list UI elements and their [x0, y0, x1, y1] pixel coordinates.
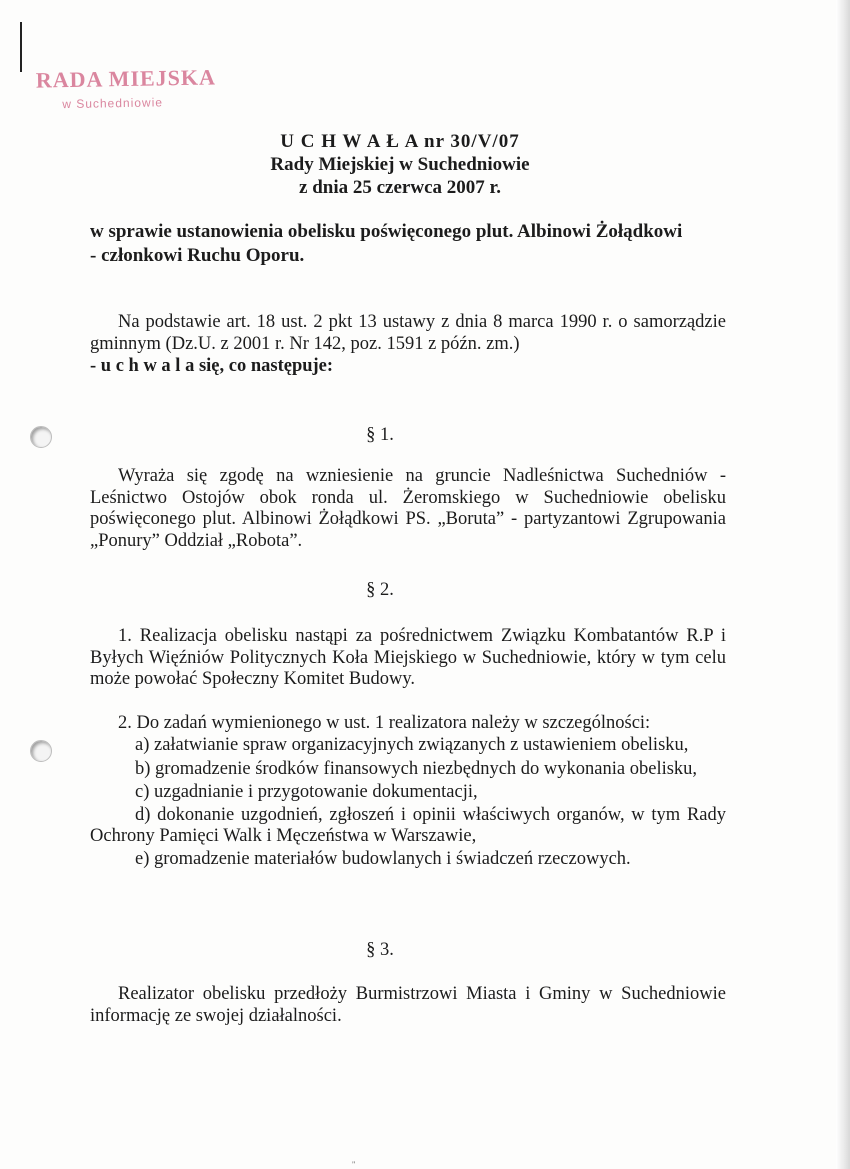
scan-margin-line [20, 22, 22, 72]
preamble-resolves: - u c h w a l a się, co następuje: [90, 356, 334, 376]
section-2-task-list [90, 735, 726, 870]
list-item: a) załatwianie spraw organizacyjnych związanych z ustawieniem obelisku, [135, 735, 689, 755]
resolution-subject [90, 220, 740, 268]
page-edge-shadow [836, 0, 850, 1169]
list-item: d) dokonanie uzgodnień, zgłoszeń i opinii właściwych organów, w tym Rady Ochrony Pamięci Walk i Męczeństwa w Warszawie, [90, 804, 726, 846]
list-item: b) gromadzenie środków finansowych niezbędnych do wykonania obelisku, [135, 758, 698, 779]
list-item: c) uzgadnianie i przygotowanie dokumentacji, [135, 782, 478, 802]
section-2-point-1: 1. Realizacja obelisku nastąpi za pośrednictwem Związku Kombatantów R.P i Byłych Więźniów Politycznych Koła Miejskiego w Suchedniowie, który w tym celu może powołać Społeczny Komitet Budowy. [90, 626, 726, 689]
subject-line1: w sprawie ustanowienia obelisku poświęconego plut. Albinowi Żołądkowi [90, 221, 683, 242]
stamp-line2: w Suchedniowie [62, 95, 164, 112]
resolution-issuer: Rady Miejskiej w Suchedniowie [270, 154, 530, 175]
section-2-heading: § 2. [366, 580, 394, 600]
subject-line2: - członkowi Ruchu Oporu. [90, 245, 305, 266]
resolution-date: z dnia 25 czerwca 2007 r. [299, 177, 501, 198]
resolution-title: U C H W A Ł A nr 30/V/07 [280, 131, 520, 152]
punch-hole-icon [30, 740, 52, 762]
section-1-text: Wyraża się zgodę na wzniesienie na gruncie Nadleśnictwa Suchedniów - Leśnictwo Ostojów obok ronda ul. Żeromskiego w Suchedniowie obelisku poświęconego plut. Albinowi Żołądkowi PS. „Boruta” - partyzantowi Zgrupowania „Ponury” Oddział „Robota”. [90, 466, 726, 551]
council-stamp [36, 64, 217, 111]
section-3-heading: § 3. [366, 940, 394, 960]
section-2-point-2-intro: 2. Do zadań wymienionego w ust. 1 realizatora należy w szczególności: [118, 713, 651, 733]
preamble-text: Na podstawie art. 18 ust. 2 pkt 13 ustawy z dnia 8 marca 1990 r. o samorządzie gminnym (Dz.U. z 2001 r. Nr 142, poz. 1591 z późn. zm.) [90, 312, 726, 354]
preamble [90, 312, 726, 355]
stamp-line1: RADA MIEJSKA [35, 64, 217, 93]
list-item: e) gromadzenie materiałów budowlanych i świadczeń rzeczowych. [135, 848, 631, 869]
section-3-text: Realizator obelisku przedłoży Burmistrzowi Miasta i Gminy w Suchedniowie informację ze swojej działalności. [90, 984, 726, 1026]
section-1-heading: § 1. [366, 425, 394, 445]
scan-artifact: " [352, 1160, 356, 1169]
